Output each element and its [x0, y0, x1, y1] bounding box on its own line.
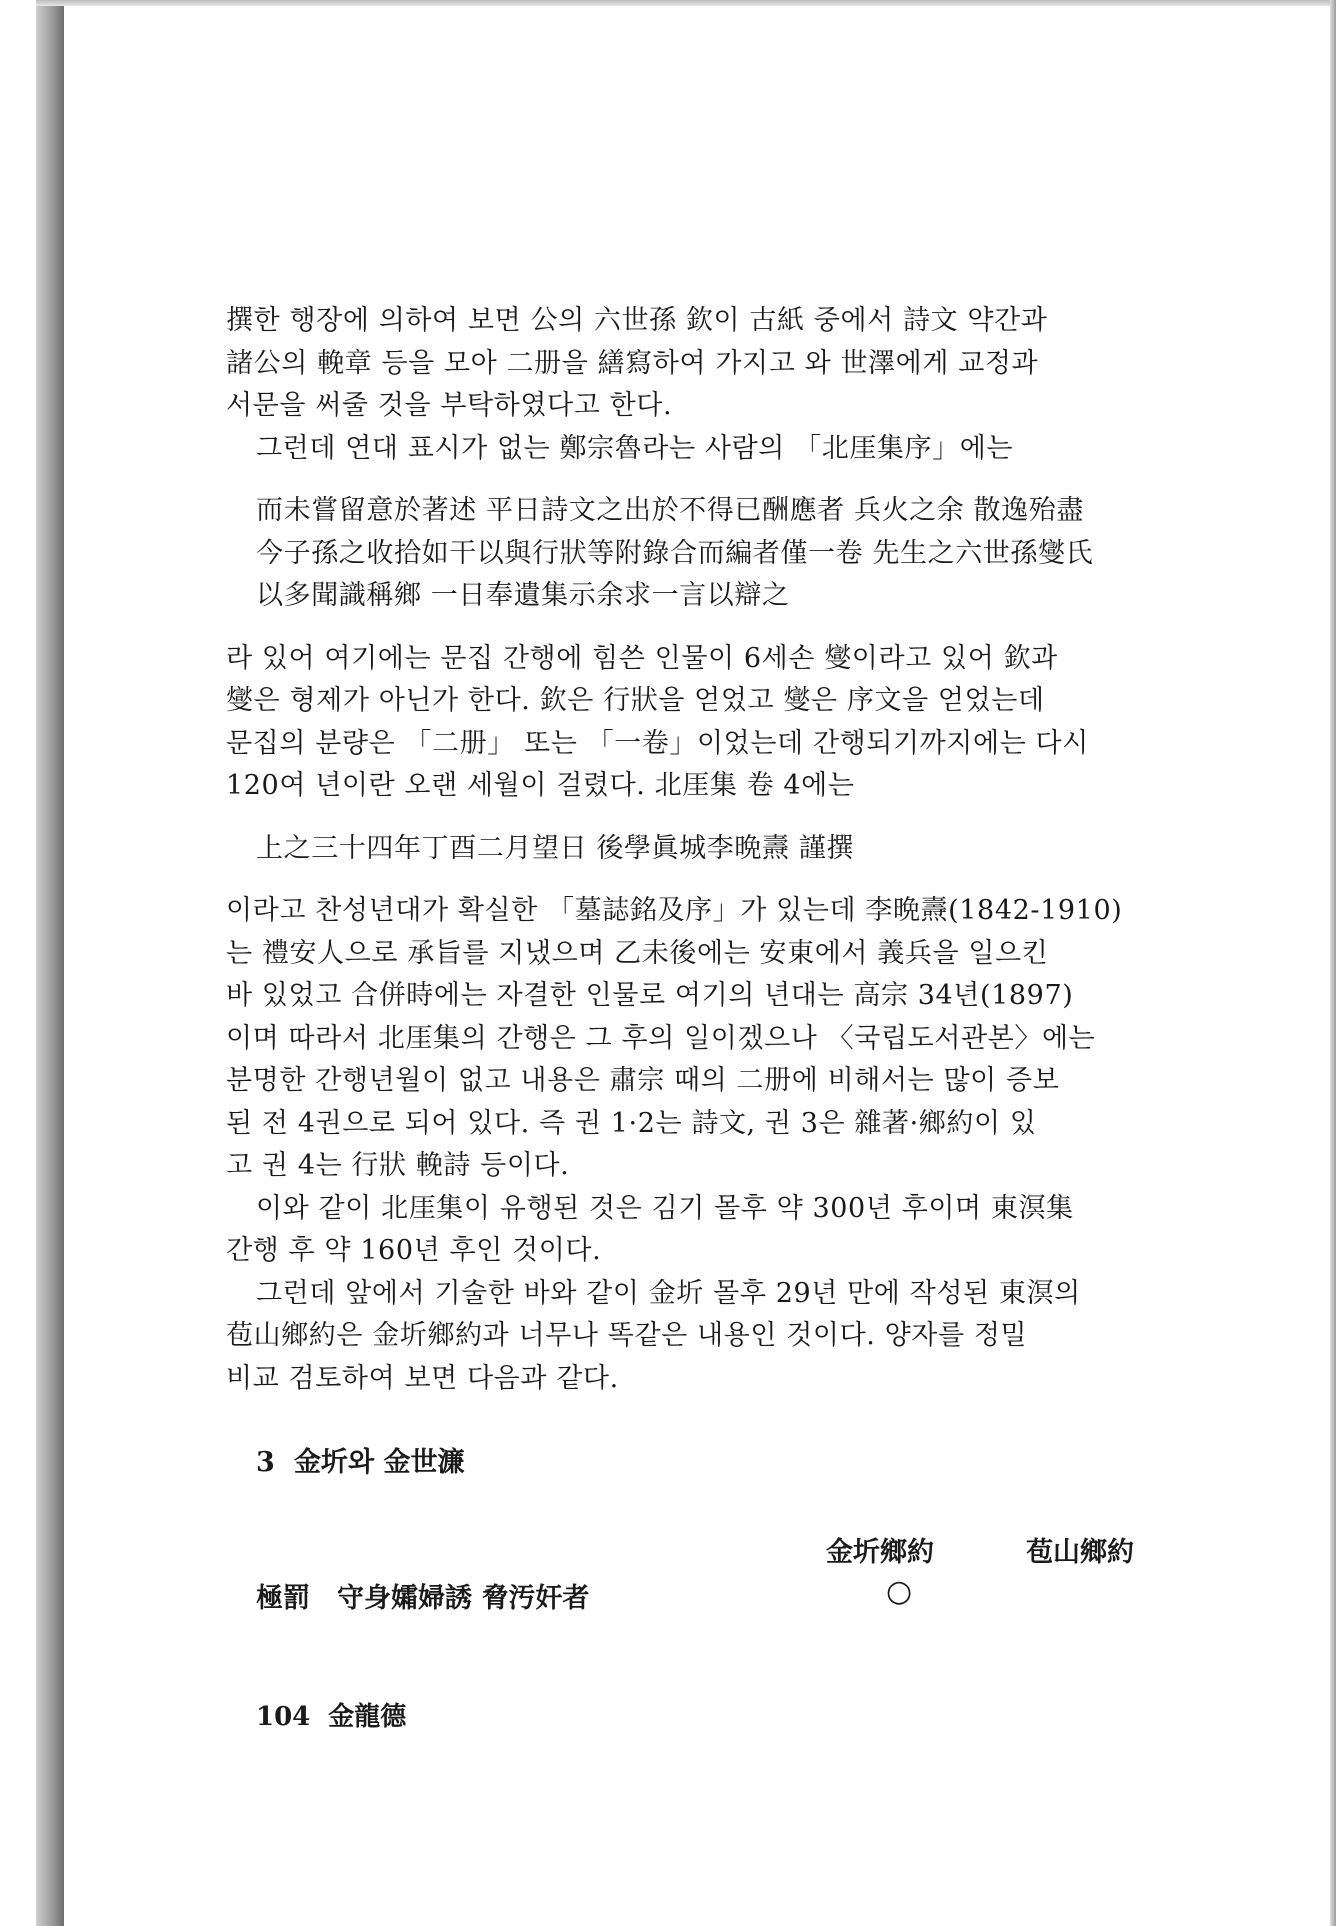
- text-line: 이와 같이 北厓集이 유행된 것은 김기 몰후 약 300년 후이며 東溟集: [256, 1192, 1074, 1224]
- column-header-posan: 苞山鄉約: [1026, 1537, 1134, 1568]
- row-label: 極罰 守身孀婦誘 脅汚奸者: [256, 1583, 590, 1614]
- section-heading: [226, 1442, 1202, 1484]
- quotation-1: [226, 490, 1202, 618]
- text-line: 분명한 간행년월이 없고 내용은 肅宗 때의 二册에 비해서는 많이 증보: [226, 1065, 1060, 1096]
- text-line: 燮은 형제가 아닌가 한다. 欽은 行狀을 얻었고 燮은 序文을 얻었는데: [226, 685, 1045, 716]
- section-title: 金圻와 金世濂: [294, 1447, 465, 1478]
- page-footer: [256, 1696, 406, 1733]
- footer-author: 金龍德: [328, 1702, 407, 1732]
- text-line: 바 있었고 合併時에는 자결한 인물로 여기의 년대는 高宗 34년(1897): [226, 980, 1074, 1011]
- text-line: 이며 따라서 北厓集의 간행은 그 후의 일이겠으나 〈국립도서관본〉에는: [226, 1022, 1096, 1054]
- text-line: 는 禮安人으로 承旨를 지냈으며 乙未後에는 安東에서 義兵을 일으킨: [226, 937, 1049, 969]
- text-line: 된 전 4권으로 되어 있다. 즉 권 1·2는 詩文, 권 3은 雜著·鄉約이 있: [226, 1107, 1037, 1139]
- quote-line: 以多聞識稱鄉 一日奉遺集示余求一言以辯之: [256, 580, 790, 611]
- paragraph-1: [226, 300, 1202, 428]
- text-line: 그런데 앞에서 기술한 바와 같이 金圻 몰후 29년 만에 작성된 東溟의: [256, 1277, 1081, 1309]
- text-line: 비교 검토하여 보면 다음과 같다.: [226, 1362, 619, 1394]
- text-line: 이라고 찬성년대가 확실한 「墓誌銘及序」가 있는데 李晩燾(1842-1910): [226, 895, 1123, 926]
- page-content: [226, 300, 1202, 1620]
- quote-line: 而未嘗留意於著述 平日詩文之出於不得已酬應者 兵火之余 散逸殆盡: [256, 495, 1084, 526]
- text-line: 120여 년이란 오랜 세월이 걸렸다. 北厓集 卷 4에는: [226, 770, 855, 801]
- comparison-table-header: [226, 1524, 1202, 1572]
- text-line: 諸公의 輓章 등을 모아 二册을 繕寫하여 가지고 와 世澤에게 교정과: [226, 347, 1039, 379]
- quote-line: 今子孫之收拾如干以與行狀等附錄合而編者僅一卷 先生之六世孫燮氏: [256, 537, 1094, 569]
- paragraph-5: [226, 1188, 1202, 1273]
- paragraph-6: [226, 1273, 1202, 1401]
- text-line: 간행 후 약 160년 후인 것이다.: [226, 1235, 602, 1266]
- paragraph-2: 그런데 연대 표시가 없는 鄭宗魯라는 사람의 「北厓集序」에는: [256, 432, 1014, 464]
- text-line: 撰한 행장에 의하여 보면 公의 六世孫 欽이 古紙 중에서 詩文 약간과: [226, 305, 1048, 336]
- text-line: 고 권 4는 行狀 輓詩 등이다.: [226, 1150, 570, 1181]
- text-line: 문집의 분량은 「二册」 또는 「一卷」이었는데 간행되기까지에는 다시: [226, 727, 1089, 759]
- circle-mark: ○: [886, 1574, 913, 1609]
- text-line: 서문을 써줄 것을 부탁하였다고 한다.: [226, 390, 673, 421]
- section-number: 3: [256, 1447, 275, 1478]
- quote-line: 上之三十四年丁酉二月望日 後學眞城李晩燾 謹撰: [256, 832, 854, 864]
- paragraph-4: [226, 890, 1202, 1188]
- quotation-2: [226, 828, 1202, 871]
- page-binding-shadow: [36, 0, 64, 1926]
- paragraph-3: [226, 638, 1202, 808]
- text-line: 라 있어 여기에는 문집 간행에 힘쓴 인물이 6세손 燮이라고 있어 欽과: [226, 642, 1058, 674]
- column-header-kimgi: 金圻鄉約: [826, 1537, 934, 1568]
- page-right-edge: [1330, 0, 1336, 1926]
- comparison-table-row: [226, 1572, 1202, 1620]
- text-line: 苞山鄉約은 金圻鄉約과 너무나 똑같은 내용인 것이다. 양자를 정밀: [226, 1320, 1028, 1351]
- page-number: 104: [256, 1702, 311, 1732]
